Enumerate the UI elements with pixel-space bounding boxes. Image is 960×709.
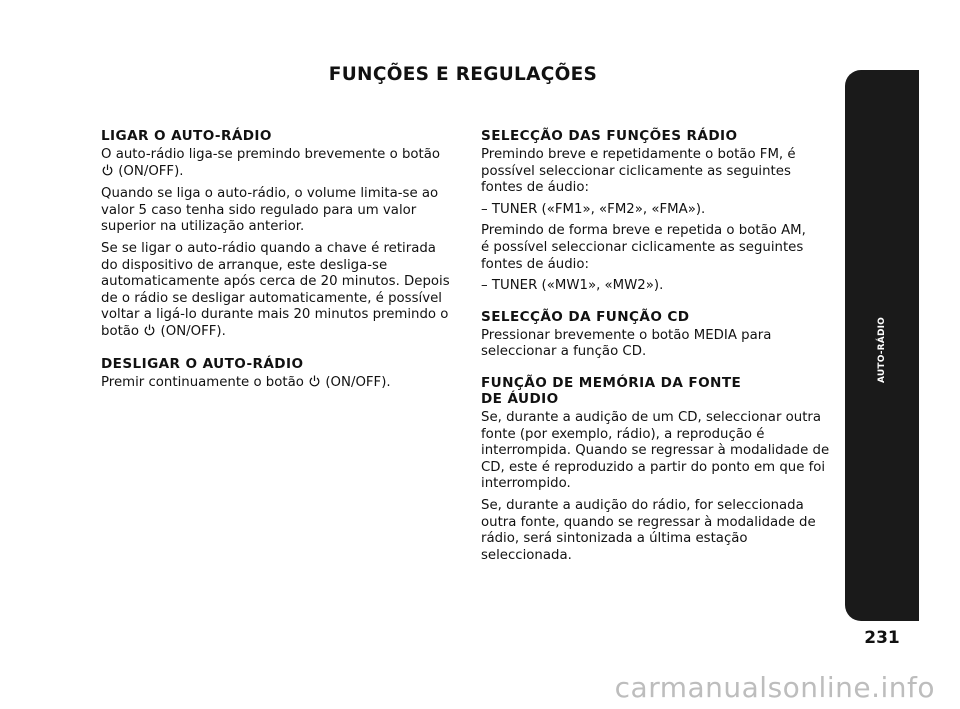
paragraph-seleccao-cd-1: Pressionar brevemente o botão MEDIA para seleccionar a função CD. <box>481 327 772 360</box>
heading-memoria <box>481 375 835 407</box>
text-seleccao-radio-3b: é possível seleccionar ciclicamente as seguintes fontes de áudio: <box>481 239 804 272</box>
text-ligar-1a: O auto-rádio liga-se premindo brevemente o botão <box>101 147 441 162</box>
text-ligar-3b: (ON/OFF). <box>160 323 226 339</box>
text-ligar-3a: Se se ligar o auto-rádio quando a chave é retirada do dispositivo de arranque, este desliga-se automaticamente após cerca de 20 minutos. Depois de o rádio se desligar automaticamente, é possível voltar a ligá-lo durante mais 20 minutos premindo o botão <box>101 240 450 339</box>
page-number: 231 <box>864 628 900 648</box>
paragraph-ligar-3 <box>101 241 453 342</box>
paragraph-seleccao-radio-3 <box>481 223 835 273</box>
paragraph-memoria-1: Se, durante a audição de um CD, seleccionar outra fonte (por exemplo, rádio), a reprodução é interrompida. Quando se regressar à modalidade de CD, este é reproduzido a partir do ponto em que foi interrompido. <box>481 409 830 492</box>
text-seleccao-radio-3a: Premindo de forma breve e repetida o botão AM, <box>481 223 806 239</box>
paragraph-ligar-2: Quando se liga o auto-rádio, o volume limita-se ao valor 5 caso tenha sido regulado para um valor superior na utilização anterior. <box>101 186 439 235</box>
paragraph-desligar-1 <box>101 375 453 393</box>
text-ligar-1b: (ON/OFF). <box>118 163 184 179</box>
heading-seleccao-radio: SELECÇÃO DAS FUNÇÕES RÁDIO <box>481 128 738 144</box>
heading-ligar: LIGAR O AUTO-RÁDIO <box>101 128 272 144</box>
heading-memoria-line2: DE ÁUDIO <box>481 390 559 407</box>
watermark: carmanualsonline.info <box>614 671 935 704</box>
power-icon <box>102 164 113 182</box>
paragraph-seleccao-radio-4: – TUNER («MW1», «MW2»). <box>481 278 664 294</box>
paragraph-memoria-2: Se, durante a audição do rádio, for seleccionada outra fonte, quando se regressar à modalidade de rádio, será sintonizada a última estação seleccionada. <box>481 497 816 563</box>
paragraph-seleccao-radio-1: Premindo breve e repetidamente o botão FM, é possível seleccionar ciclicamente as seguintes fontes de áudio: <box>481 147 796 196</box>
paragraph-seleccao-radio-2: – TUNER («FM1», «FM2», «FMA»). <box>481 201 706 217</box>
page-title: FUNÇÕES E REGULAÇÕES <box>328 64 598 85</box>
right-column <box>481 128 835 569</box>
text-desligar-1a: Premir continuamente o botão <box>101 374 304 390</box>
side-tab-label: AUTO-RÁDIO <box>877 316 887 384</box>
text-desligar-1b: (ON/OFF). <box>325 374 391 390</box>
heading-memoria-line1: FUNÇÃO DE MEMÓRIA DA FONTE <box>481 374 742 391</box>
heading-seleccao-cd: SELECÇÃO DA FUNÇÃO CD <box>481 308 690 325</box>
section-side-tab <box>845 70 919 621</box>
power-icon <box>144 324 155 342</box>
heading-desligar: DESLIGAR O AUTO-RÁDIO <box>101 355 304 372</box>
paragraph-ligar-1 <box>101 147 453 181</box>
power-icon <box>309 375 320 393</box>
left-column <box>101 128 453 397</box>
